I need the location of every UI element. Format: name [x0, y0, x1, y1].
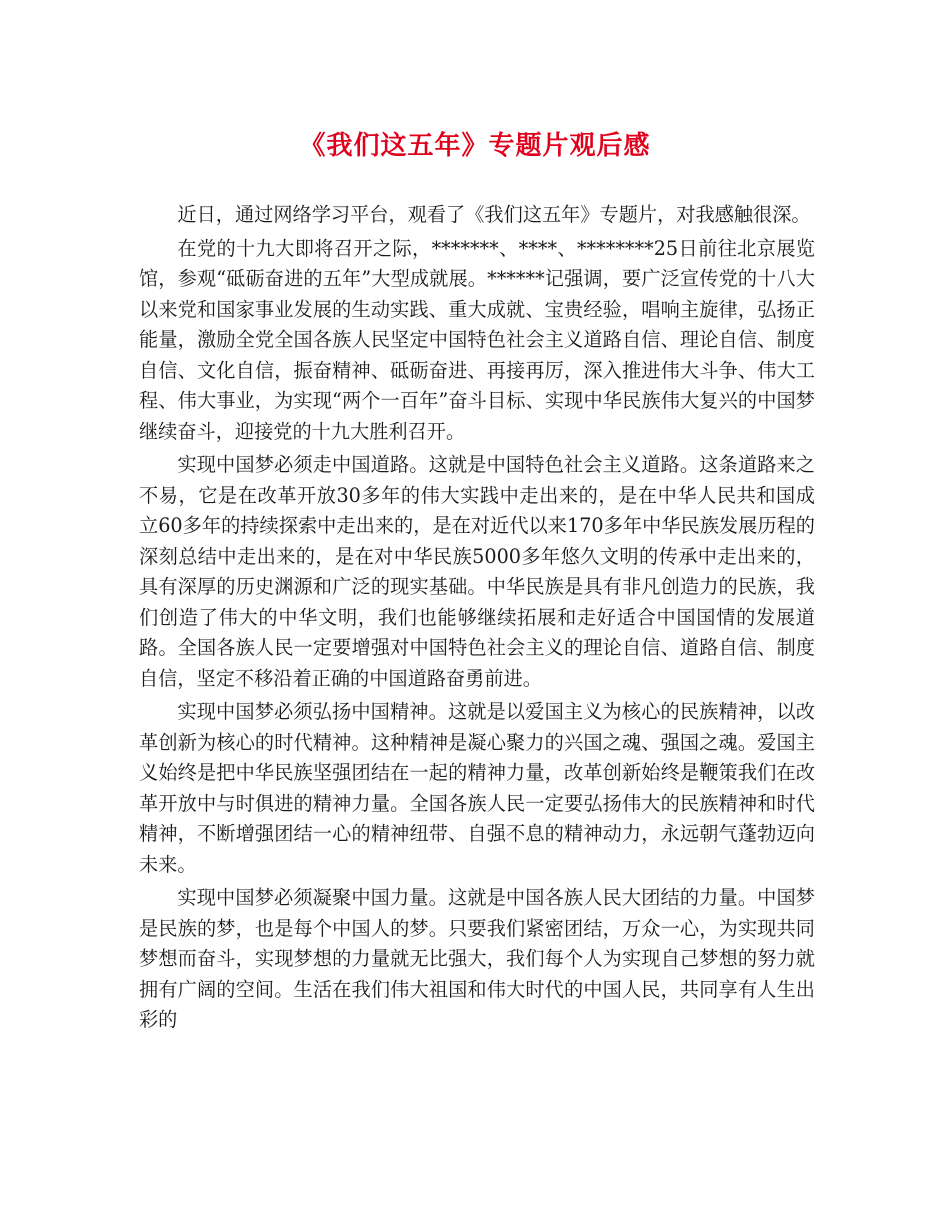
document-title: 《我们这五年》专题片观后感 — [299, 131, 651, 161]
paragraph-china-spirit: 实现中国梦必须弘扬中国精神。这就是以爱国主义为核心的民族精神，以改革创新为核心的时代精神。这种精神是凝心聚力的兴国之魂、强国之魂。爱国主义始终是把中华民族坚强团结在一起的精神力量，改革创新始终是鞭策我们在改革开放中与时俱进的精神力量。全国各族人民一定要弘扬伟大的民族精神和时代精神，不断增强团结一心的精神纽带、自强不息的精神动力，永远朝气蓬勃迈向未来。 — [139, 700, 815, 876]
paragraph-intro: 近日，通过网络学习平台，观看了《我们这五年》专题片，对我感触很深。 — [177, 203, 811, 226]
paragraph-china-strength: 实现中国梦必须凝聚中国力量。这就是中国各族人民大团结的力量。中国梦是民族的梦，也是每个中国人的梦。只要我们紧密团结，万众一心，为实现共同梦想而奋斗，实现梦想的力量就无比强大，我们每个人为实现自己梦想的努力就拥有广阔的空间。生活在我们伟大祖国和伟大时代的中国人民，共同享有人生出彩的 — [139, 886, 815, 1031]
paragraph-exhibition: 在党的十九大即将召开之际，*******、****、********25日前往北京展览馆，参观“砥砺奋进的五年”大型成就展。******记强调，要广泛宣传党的十八大以来党和国家事业发展的生动实践、重大成就、宝贵经验，唱响主旋律，弘扬正能量，激励全党全国各族人民坚定中国特色社会主义道路自信、理论自信、制度自信、文化自信，振奋精神、砥砺奋进、再接再厉，深入推进伟大斗争、伟大工程、伟大事业，为实现“两个一百年”奋斗目标、实现中华民族伟大复兴的中国梦继续奋斗，迎接党的十九大胜利召开。 — [139, 236, 815, 443]
paragraph-china-road: 实现中国梦必须走中国道路。这就是中国特色社会主义道路。这条道路来之不易，它是在改革开放30多年的伟大实践中走出来的，是在中华人民共和国成立60多年的持续探索中走出来的，是在对近代以来170多年中华民族发展历程的深刻总结中走出来的，是在对中华民族5000多年悠久文明的传承中走出来的，具有深厚的历史渊源和广泛的现实基础。中华民族是具有非凡创造力的民族，我们创造了伟大的中华文明，我们也能够继续拓展和走好适合中国国情的发展道路。全国各族人民一定要增强对中国特色社会主义的理论自信、道路自信、制度自信，坚定不移沿着正确的中国道路奋勇前进。 — [139, 453, 815, 690]
document-body — [139, 200, 815, 1039]
